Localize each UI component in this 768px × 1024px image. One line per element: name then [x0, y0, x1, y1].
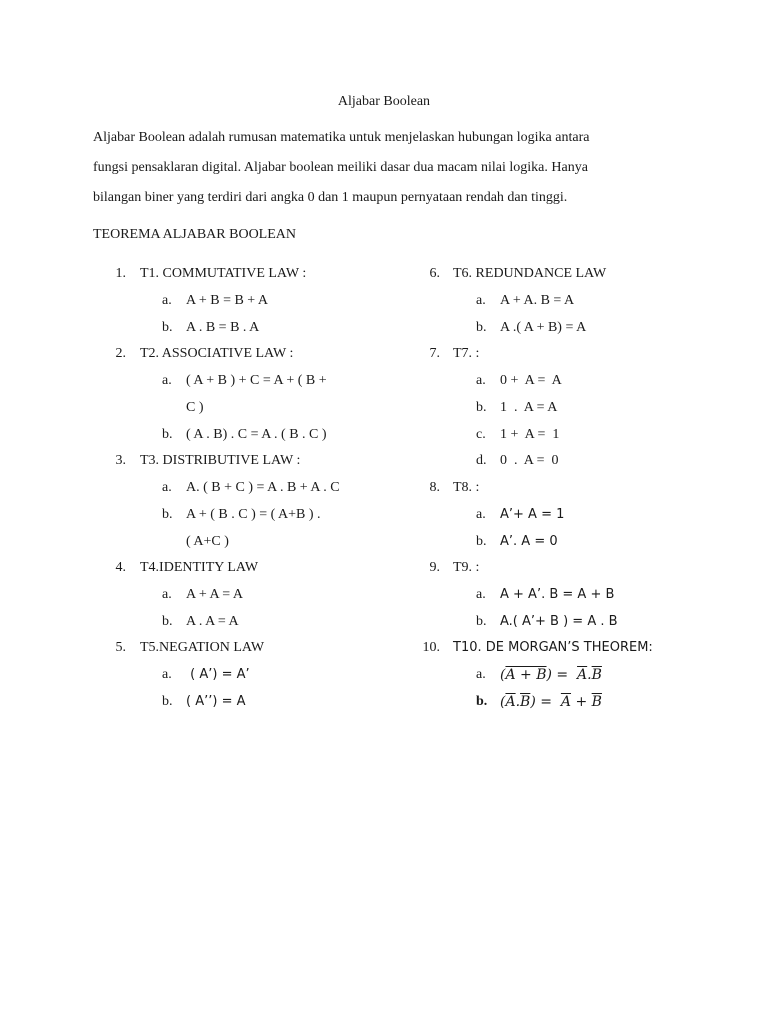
- overlined-term: $\overline{B}$: [591, 694, 602, 710]
- math-token: ) =: [530, 694, 561, 710]
- equation: A . B = B . A: [186, 320, 260, 335]
- equation: A + ( B . C ) = ( A+B ) .: [186, 507, 321, 522]
- math-token: (: [500, 667, 506, 683]
- list-number: 1.: [115, 266, 126, 281]
- overlined-term: $\overline{A}$: [505, 694, 516, 710]
- equation: A. ( B + C ) = A . B + A . C: [186, 480, 340, 495]
- equation: 0 . A = 0: [500, 453, 559, 468]
- equation: ( A’’) = A: [186, 694, 246, 709]
- sub-marker: a.: [476, 667, 486, 682]
- equation: ( A’) = A’: [186, 667, 250, 682]
- math-token: (: [500, 694, 506, 710]
- sub-marker: b.: [162, 694, 173, 709]
- theorem-label: T2. ASSOCIATIVE LAW :: [140, 346, 294, 361]
- theorem-label: T5.NEGATION LAW: [140, 640, 265, 655]
- equation: A .( A + B) = A: [500, 320, 587, 335]
- list-number: 6.: [429, 266, 440, 281]
- sub-marker: c.: [476, 427, 486, 442]
- theorem-label: T3. DISTRIBUTIVE LAW :: [140, 453, 301, 468]
- sub-marker: a.: [162, 373, 172, 388]
- equation: ( A . B) . C = A . ( B . C ): [186, 427, 327, 442]
- equation: ( A + B ) + C = A + ( B +: [186, 373, 327, 388]
- sub-marker: b.: [476, 694, 488, 709]
- equation: A + A. B = A: [500, 293, 575, 308]
- section-heading: TEOREMA ALJABAR BOOLEAN: [93, 227, 297, 242]
- sub-marker: b.: [162, 320, 173, 335]
- sub-marker: a.: [162, 667, 172, 682]
- equation: 0 + A = A: [500, 373, 562, 388]
- list-number: 2.: [115, 346, 126, 361]
- equation: A’+ A = 1: [500, 507, 565, 522]
- math-token: ) =: [546, 667, 578, 683]
- equation-de-morgan-a: [500, 665, 602, 685]
- list-number: 5.: [115, 640, 126, 655]
- sub-marker: b.: [162, 507, 173, 522]
- equation: A’. A = 0: [500, 534, 558, 549]
- page-title: Aljabar Boolean: [337, 94, 431, 109]
- sub-marker: b.: [476, 614, 487, 629]
- sub-marker: b.: [162, 427, 173, 442]
- sub-marker: a.: [476, 587, 486, 602]
- sub-marker: a.: [162, 587, 172, 602]
- theorem-label: T7. :: [453, 346, 480, 361]
- sub-marker: a.: [476, 373, 486, 388]
- theorem-label: T1. COMMUTATIVE LAW :: [140, 266, 307, 281]
- list-number: 7.: [429, 346, 440, 361]
- sub-marker: b.: [476, 534, 487, 549]
- sub-marker: a.: [476, 507, 486, 522]
- equation: A + A = A: [186, 587, 244, 602]
- sub-marker: a.: [476, 293, 486, 308]
- theorem-label: T4.IDENTITY LAW: [140, 560, 259, 575]
- equation: A + B = B + A: [186, 293, 269, 308]
- overlined-term: $\overline{B}$: [591, 667, 602, 683]
- math-token: +: [571, 694, 592, 710]
- intro-line: Aljabar Boolean adalah rumusan matematika untuk menjelaskan hubungan logika antara: [93, 130, 590, 145]
- theorem-label: T6. REDUNDANCE LAW: [453, 266, 607, 281]
- equation: A.( A’+ B ) = A . B: [500, 614, 618, 629]
- equation: C ): [186, 400, 204, 415]
- equation: ( A+C ): [186, 534, 229, 549]
- equation: 1 . A = A: [500, 400, 558, 415]
- overlined-term: A + B: [505, 667, 547, 683]
- list-number: 3.: [115, 453, 126, 468]
- overlined-term: $\overline{B}$: [520, 694, 531, 710]
- sub-marker: a.: [162, 480, 172, 495]
- equation-de-morgan-b: [500, 692, 602, 712]
- math-token: .: [515, 694, 521, 710]
- list-number: 8.: [429, 480, 440, 495]
- list-number: 4.: [115, 560, 126, 575]
- sub-marker: b.: [162, 614, 173, 629]
- sub-marker: a.: [162, 293, 172, 308]
- sub-marker: d.: [476, 453, 487, 468]
- theorem-label: T9. :: [453, 560, 480, 575]
- theorem-label: T10. DE MORGAN’S THEOREM:: [453, 640, 653, 655]
- sub-marker: b.: [476, 400, 487, 415]
- list-number: 9.: [429, 560, 440, 575]
- overlined-term: $\overline{A}$: [577, 667, 588, 683]
- sub-marker: b.: [476, 320, 487, 335]
- intro-line: bilangan biner yang terdiri dari angka 0 dan 1 maupun pernyataan rendah dan tinggi.: [93, 190, 568, 205]
- list-number: 10.: [422, 640, 440, 655]
- intro-paragraph: [93, 128, 693, 218]
- intro-line: fungsi pensaklaran digital. Aljabar boolean meiliki dasar dua macam nilai logika. Hanya: [93, 160, 588, 175]
- math-token: .: [587, 667, 592, 683]
- equation: A + A’. B = A + B: [500, 587, 615, 602]
- overlined-term: $\overline{A}$: [560, 694, 572, 710]
- theorem-label: T8. :: [453, 480, 480, 495]
- equation: A . A = A: [186, 614, 239, 629]
- equation: 1 + A = 1: [500, 427, 560, 442]
